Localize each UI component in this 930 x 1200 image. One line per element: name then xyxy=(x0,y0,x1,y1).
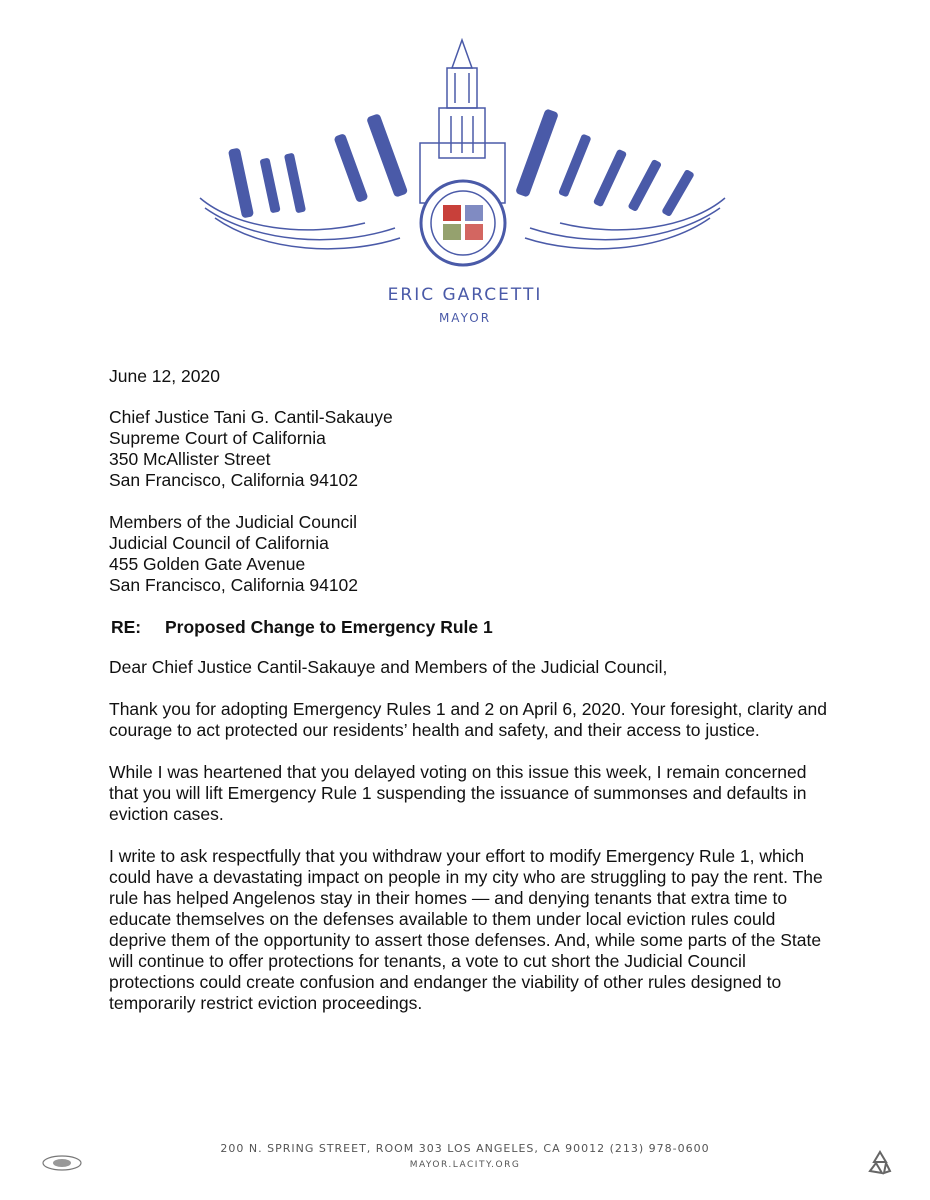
address-line: Supreme Court of California xyxy=(109,428,326,448)
letterhead xyxy=(0,0,930,340)
recycle-icon xyxy=(866,1149,894,1177)
recipient-address-2 xyxy=(109,512,829,596)
re-label: RE: xyxy=(111,617,142,637)
letterhead-footer xyxy=(0,1142,930,1170)
address-line: Judicial Council of California xyxy=(109,533,329,553)
address-line: 350 McAllister Street xyxy=(109,449,271,469)
re-subject: Proposed Change to Emergency Rule 1 xyxy=(165,617,493,637)
address-line: San Francisco, California 94102 xyxy=(109,575,359,595)
recipient-address-1 xyxy=(109,407,829,491)
city-of-los-angeles-logo xyxy=(195,38,730,273)
paragraph: Thank you for adopting Emergency Rules 1 and 2 on April 6, 2020. Your foresight, clarity and courage to act protected our residents’ health and safety, and their access to justice. xyxy=(109,699,827,740)
letter-date: June 12, 2020 xyxy=(109,366,220,386)
mayor-title: MAYOR xyxy=(438,311,492,325)
salutation: Dear Chief Justice Cantil-Sakauye and Members of the Judicial Council, xyxy=(109,657,668,677)
address-line: San Francisco, California 94102 xyxy=(109,470,359,490)
address-line: Members of the Judicial Council xyxy=(109,512,358,532)
subject-line xyxy=(111,617,829,638)
letter-body xyxy=(109,366,829,1035)
paragraph: I write to ask respectfully that you withdraw your effort to modify Emergency Rule 1, which could have a devastating impact on people in my city who are struggling to pay the rent. The rule has helped Angelenos stay in their homes — and denying tenants that extra time to educate themselves on the defenses available to them under local eviction rules could deprive them of the opportunity to assert those defenses. And, while some parts of the State will continue to offer protections for tenants, a vote to cut short the Judicial Council protections could create confusion and endanger the viability of other rules designed to temporarily restrict eviction proceedings. xyxy=(109,846,823,1013)
mayor-name: ERIC GARCETTI xyxy=(387,285,543,305)
city-logo-graphic xyxy=(195,38,730,273)
footer-website: MAYOR.LACITY.ORG xyxy=(409,1160,521,1170)
address-line: Chief Justice Tani G. Cantil-Sakauye xyxy=(109,407,393,427)
address-line: 455 Golden Gate Avenue xyxy=(109,554,306,574)
paragraph: While I was heartened that you delayed voting on this issue this week, I remain concerned that you will lift Emergency Rule 1 suspending the issuance of summonses and defaults in eviction cases. xyxy=(109,762,807,824)
footer-address: 200 N. SPRING STREET, ROOM 303 LOS ANGELES, CA 90012 (213) 978-0600 xyxy=(220,1142,710,1155)
